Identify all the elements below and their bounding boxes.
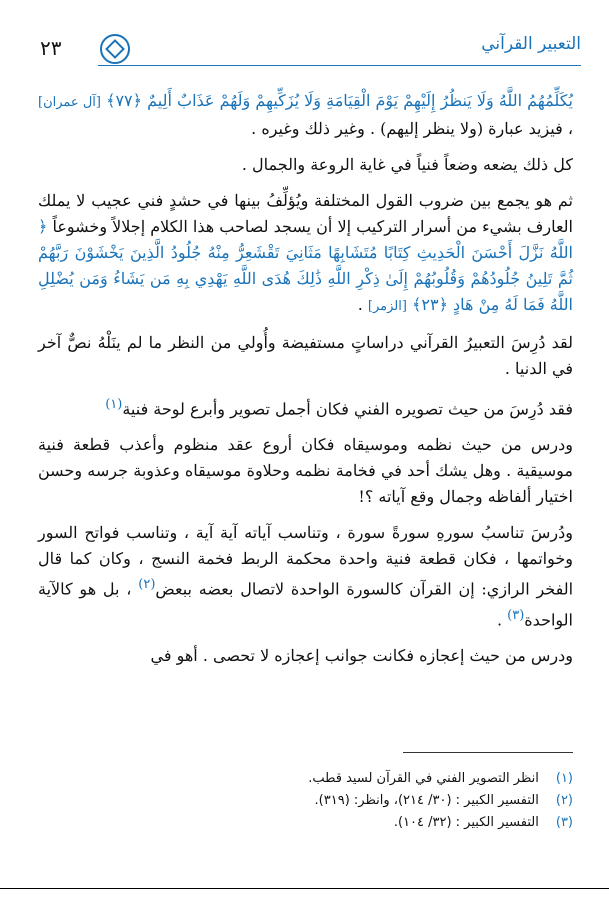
- paragraph-text: فقد دُرِسَ من حيث تصويره الفني فكان أجمل تصوير وأبرع لوحة فنية: [122, 399, 573, 419]
- quran-verse: ﴿ اللَّهُ نَزَّلَ أَحْسَنَ الْحَدِيثِ كِتَابًا مُتَشَابِهًا مَثَانِيَ تَقْشَعِرُّ مِنْهُ جُلُودُ الَّذِينَ يَخْشَوْنَ رَبَّهُمْ ثُمَّ تَلِينُ جُلُودُهُمْ وَقُلُوبُهُمْ إِلَىٰ ذِكْرِ اللَّهِ ذَٰلِكَ هُدَى اللَّهِ يَهْدِي بِهِ مَن يَشَاءُ وَمَن يُضْلِلِ اللَّهُ فَمَا لَهُ مِنْ هَادٍ ﴿٢٣﴾: [38, 217, 573, 314]
- paragraph-3: [38, 188, 573, 320]
- paragraph-1: [38, 88, 573, 142]
- surah-reference: [آل عمران]: [38, 95, 101, 110]
- paragraph-4: لقد دُرِسَ التعبيرُ القرآني دراساتٍ مستفيضة وأُولي من النظر ما لم ينَلْهُ نصٌّ آخر في الدنيا .: [38, 333, 573, 378]
- quran-verse: يُكَلِّمُهُمُ اللَّهُ وَلَا يَنظُرُ إِلَيْهِمْ يَوْمَ الْقِيَامَةِ وَلَا يُزَكِّيهِمْ وَلَهُمْ عَذَابٌ أَلِيمٌ ﴿٧٧﴾: [106, 91, 573, 110]
- paragraph-end: .: [357, 295, 363, 314]
- paragraph-text: ثم هو يجمع بين ضروب القول المختلفة ويُؤلِّفُ بينها في حشدٍ فني عجيب لا يملك العارف بشيء من أسرار التركيب إلا أن يسجد لصاحب هذا الكلام إجلالاً وخشوعاً: [38, 191, 573, 236]
- footnote-marker: (٢): [138, 577, 156, 593]
- paragraph-text: ، بل هو كالآية الواحدة: [38, 579, 573, 629]
- footnote: [38, 768, 573, 790]
- footnote-text: التفسير الكبير : (٣٢/ ١٠٤).: [393, 815, 539, 830]
- paragraph-end: .: [496, 609, 503, 629]
- footnote-text: التفسير الكبير : (٣٠/ ٢١٤)، وانظر: (٣١٩).: [314, 793, 539, 808]
- paragraph-text: ، فيزيد عبارة (ولا ينظر إليهم) . وغير ذلك وغيره .: [251, 119, 573, 138]
- ornament-icon: [100, 34, 130, 64]
- paragraph-5: [38, 392, 573, 422]
- book-title: التعبير القرآني: [481, 34, 581, 54]
- header-rule: [98, 65, 581, 66]
- footnote-marker: (١): [105, 397, 123, 412]
- paragraph-text: ودُرسَ تناسبُ سورهِ سورةً سورة ، وتناسب آياته آية آية ، وتناسب فواتح السور وخواتمها ، فكان قطعة فنية واحدة محكمة الربط فخمة النسج ، وكان كما قال الفخر الرازي: إن القرآن كالسورة الواحدة لاتصال بعضه ببعض: [38, 523, 574, 599]
- footnote-marker: (٣): [507, 607, 525, 623]
- footnote-separator: [403, 752, 573, 753]
- page-header: [40, 28, 581, 68]
- footnote: [38, 812, 573, 834]
- paragraph-2: كل ذلك يضعه وضعاً فنياً في غاية الروعة والجمال .: [241, 155, 573, 174]
- paragraph-7: [38, 520, 573, 633]
- surah-reference: [الزمر]: [367, 299, 407, 314]
- footnote-number: (٣): [555, 815, 573, 830]
- footnote: [38, 790, 573, 812]
- page-bottom-rule: [0, 888, 609, 889]
- paragraph-6: ودرس من حيث نظمه وموسيقاه فكان أروع عقد منظوم وأعذب قطعة فنية موسيقية . وهل يشك أحد في فخامة نظمه وحلاوة موسيقاه وعذوبة جرسه وحسن اختيار ألفاظه وجمال وقع آياته ؟!: [38, 435, 573, 507]
- footnote-number: (٢): [555, 793, 573, 808]
- footnote-text: انظر التصوير الفني في القرآن لسيد قطب.: [308, 771, 539, 786]
- paragraph-8: ودرس من حيث إعجازه فكانت جوانب إعجازه لا تحصى . أهو في: [150, 645, 573, 665]
- footnote-number: (١): [555, 771, 573, 786]
- page-number: ٢٣: [40, 36, 62, 60]
- footnotes: [38, 768, 573, 834]
- main-text: [38, 88, 573, 679]
